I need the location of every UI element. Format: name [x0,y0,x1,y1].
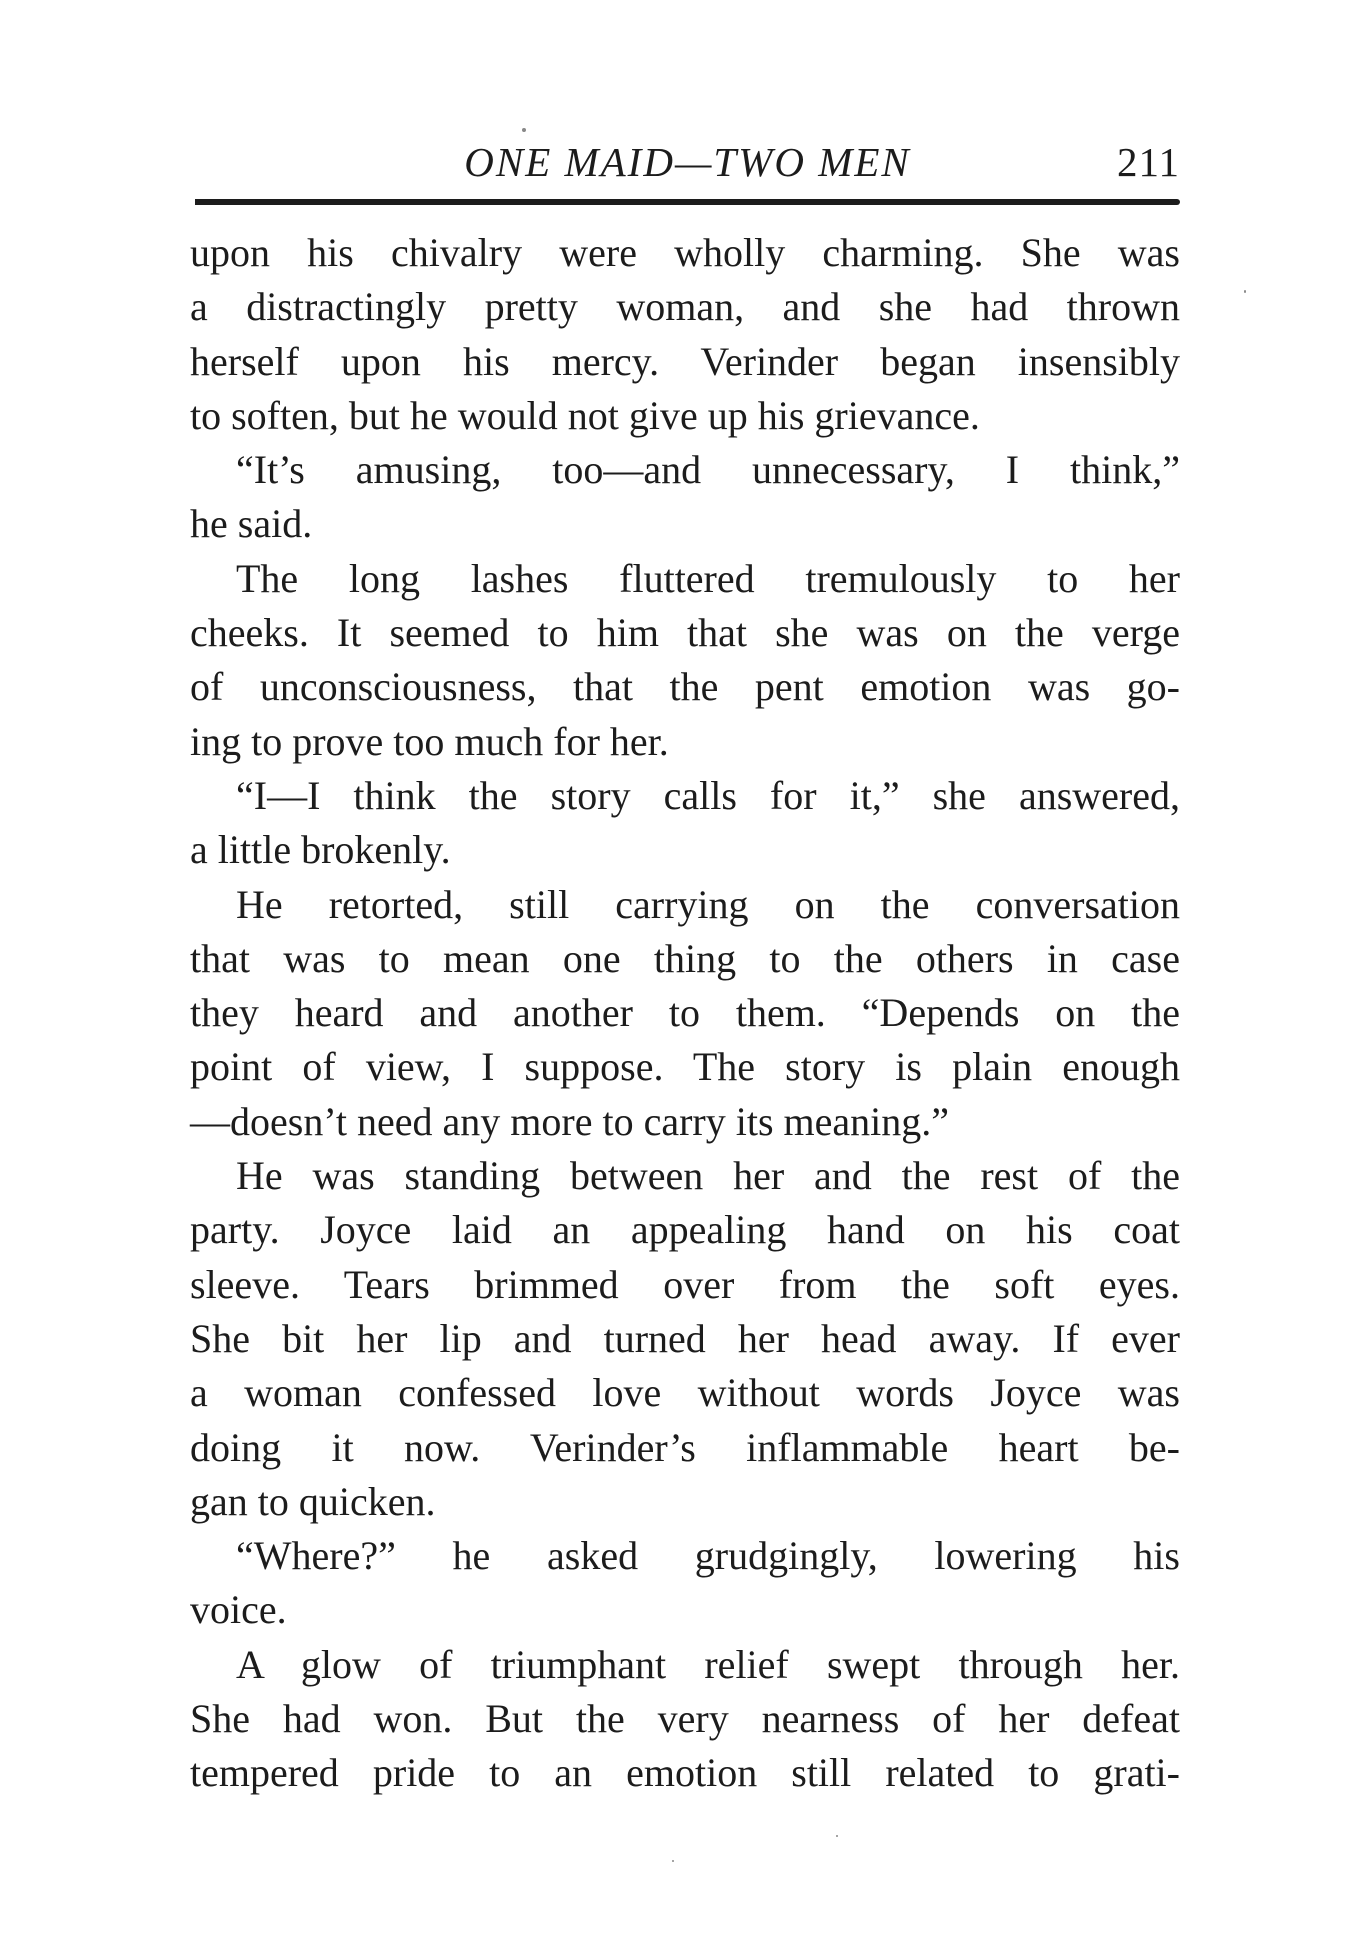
text-line: a distractingly pretty woman, and she had thrown [190,284,1180,330]
paper-speck [1244,290,1246,293]
text-line: “I—I think the story calls for it,” she answered, [236,772,1180,818]
paragraph [190,1638,1180,1801]
paragraph [190,769,1180,878]
paper-speck [522,128,526,132]
body-text [190,226,1180,1801]
text-line: a woman confessed love without words Joyce was [190,1370,1180,1416]
text-line: He was standing between her and the rest of the [236,1153,1180,1199]
running-head [195,138,1180,198]
paragraph [190,1529,1180,1638]
text-line: upon his chivalry were wholly charming. She was [190,230,1180,275]
text-line: tempered pride to an emotion still related to grati- [190,1750,1180,1796]
text-line: doing it now. Verinder’s inflammable heart be- [190,1424,1180,1470]
text-line: A glow of triumphant relief swept through her. [236,1641,1180,1687]
paragraph [190,226,1180,443]
text-line: She bit her lip and turned her head away. If ever [190,1315,1180,1361]
paragraph [190,878,1180,1149]
text-line: The long lashes fluttered tremulously to her [236,555,1180,601]
text-line: of unconsciousness, that the pent emotion was go- [190,664,1180,710]
text-line: he said. [190,501,313,547]
running-title: ONE MAID—TWO MEN [464,139,911,185]
paragraph [190,443,1180,552]
text-line: He retorted, still carrying on the conversation [236,881,1180,927]
page-number: 211 [1117,139,1180,185]
paper-speck [836,1835,838,1837]
text-line: —doesn’t need any more to carry its meaning.” [190,1098,950,1144]
text-line: a little brokenly. [190,827,451,873]
text-line: sleeve. Tears brimmed over from the soft eyes. [190,1261,1180,1307]
text-line: She had won. But the very nearness of her defeat [190,1696,1180,1742]
text-line: they heard and another to them. “Depends on the [190,990,1180,1036]
text-line: “It’s amusing, too—and unnecessary, I think,” [236,447,1180,493]
text-line: ing to prove too much for her. [190,718,669,764]
text-line: party. Joyce laid an appealing hand on his coat [190,1207,1180,1253]
text-line: to soften, but he would not give up his grievance. [190,392,980,438]
paragraph [190,1149,1180,1529]
paragraph [190,552,1180,769]
text-line: point of view, I suppose. The story is plain enough [190,1044,1180,1090]
header-rule [195,199,1180,205]
text-line: “Where?” he asked grudgingly, lowering his [236,1533,1180,1579]
text-line: cheeks. It seemed to him that she was on the verge [190,610,1180,656]
text-line: herself upon his mercy. Verinder began insensibly [190,338,1180,384]
text-line: gan to quicken. [190,1478,436,1524]
paper-speck [672,1860,674,1862]
text-line: voice. [190,1587,287,1633]
text-line: that was to mean one thing to the others in case [190,935,1180,981]
